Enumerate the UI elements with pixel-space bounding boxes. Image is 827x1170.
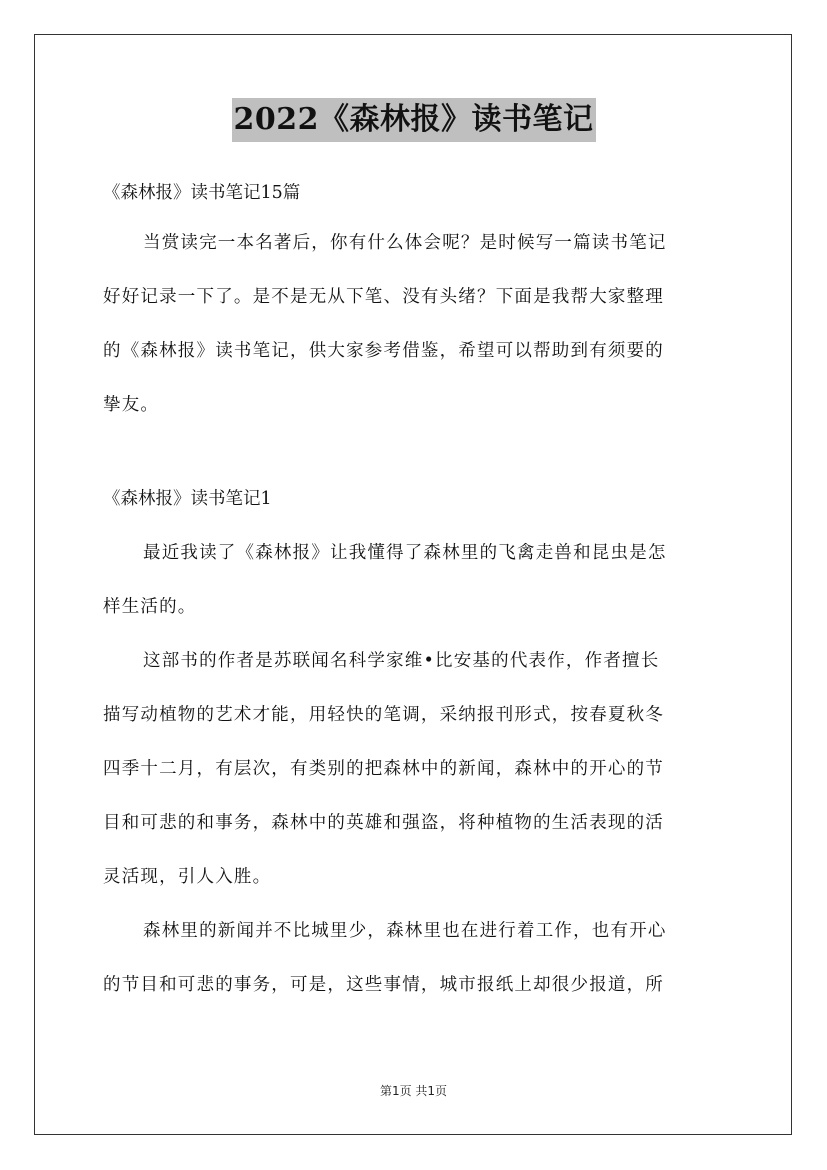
paragraph-line: 描写动植物的艺术才能，用轻快的笔调，采纳报刊形式，按春夏秋冬 — [103, 705, 664, 725]
paragraph-line: 森林里的新闻并不比城里少，森林里也在进行着工作，也有开心 — [143, 921, 667, 941]
paragraph-line: 四季十二月，有层次，有类别的把森林中的新闻，森林中的开心的节 — [103, 759, 664, 779]
body-paragraph — [103, 904, 727, 1012]
paragraph-line: 灵活现，引人入胜。 — [103, 867, 272, 887]
intro-paragraph — [103, 216, 727, 432]
intro-line: 好好记录一下了。是不是无从下笔、没有头绪？下面是我帮大家整理 — [103, 287, 664, 307]
intro-line: 当赏读完一本名著后，你有什么体会呢？是时候写一篇读书笔记 — [143, 233, 667, 253]
page-footer: 第1页 共1页 — [379, 1084, 448, 1098]
title-container — [0, 98, 827, 142]
paragraph-line: 目和可悲的和事务，森林中的英雄和强盗，将种植物的生活表现的活 — [103, 813, 664, 833]
document-body — [103, 174, 727, 1012]
document-subtitle: 《森林报》读书笔记15篇 — [103, 183, 301, 203]
paragraph-line: 最近我读了《森林报》让我懂得了森林里的飞禽走兽和昆虫是怎 — [143, 543, 667, 563]
paragraph-line: 样生活的。 — [103, 597, 197, 617]
paragraph-line: 这部书的作者是苏联闻名科学家维•比安基的代表作，作者擅长 — [143, 651, 660, 671]
body-paragraph — [103, 526, 727, 634]
body-paragraph — [103, 634, 727, 904]
intro-line: 的《森林报》读书笔记，供大家参考借鉴，希望可以帮助到有须要的 — [103, 341, 664, 361]
paragraph-line: 的节目和可悲的事务，可是，这些事情，城市报纸上却很少报道，所 — [103, 975, 664, 995]
document-title: 2022《森林报》读书笔记 — [232, 98, 596, 142]
section-heading: 《森林报》读书笔记1 — [103, 489, 272, 509]
intro-line: 挚友。 — [103, 395, 160, 415]
